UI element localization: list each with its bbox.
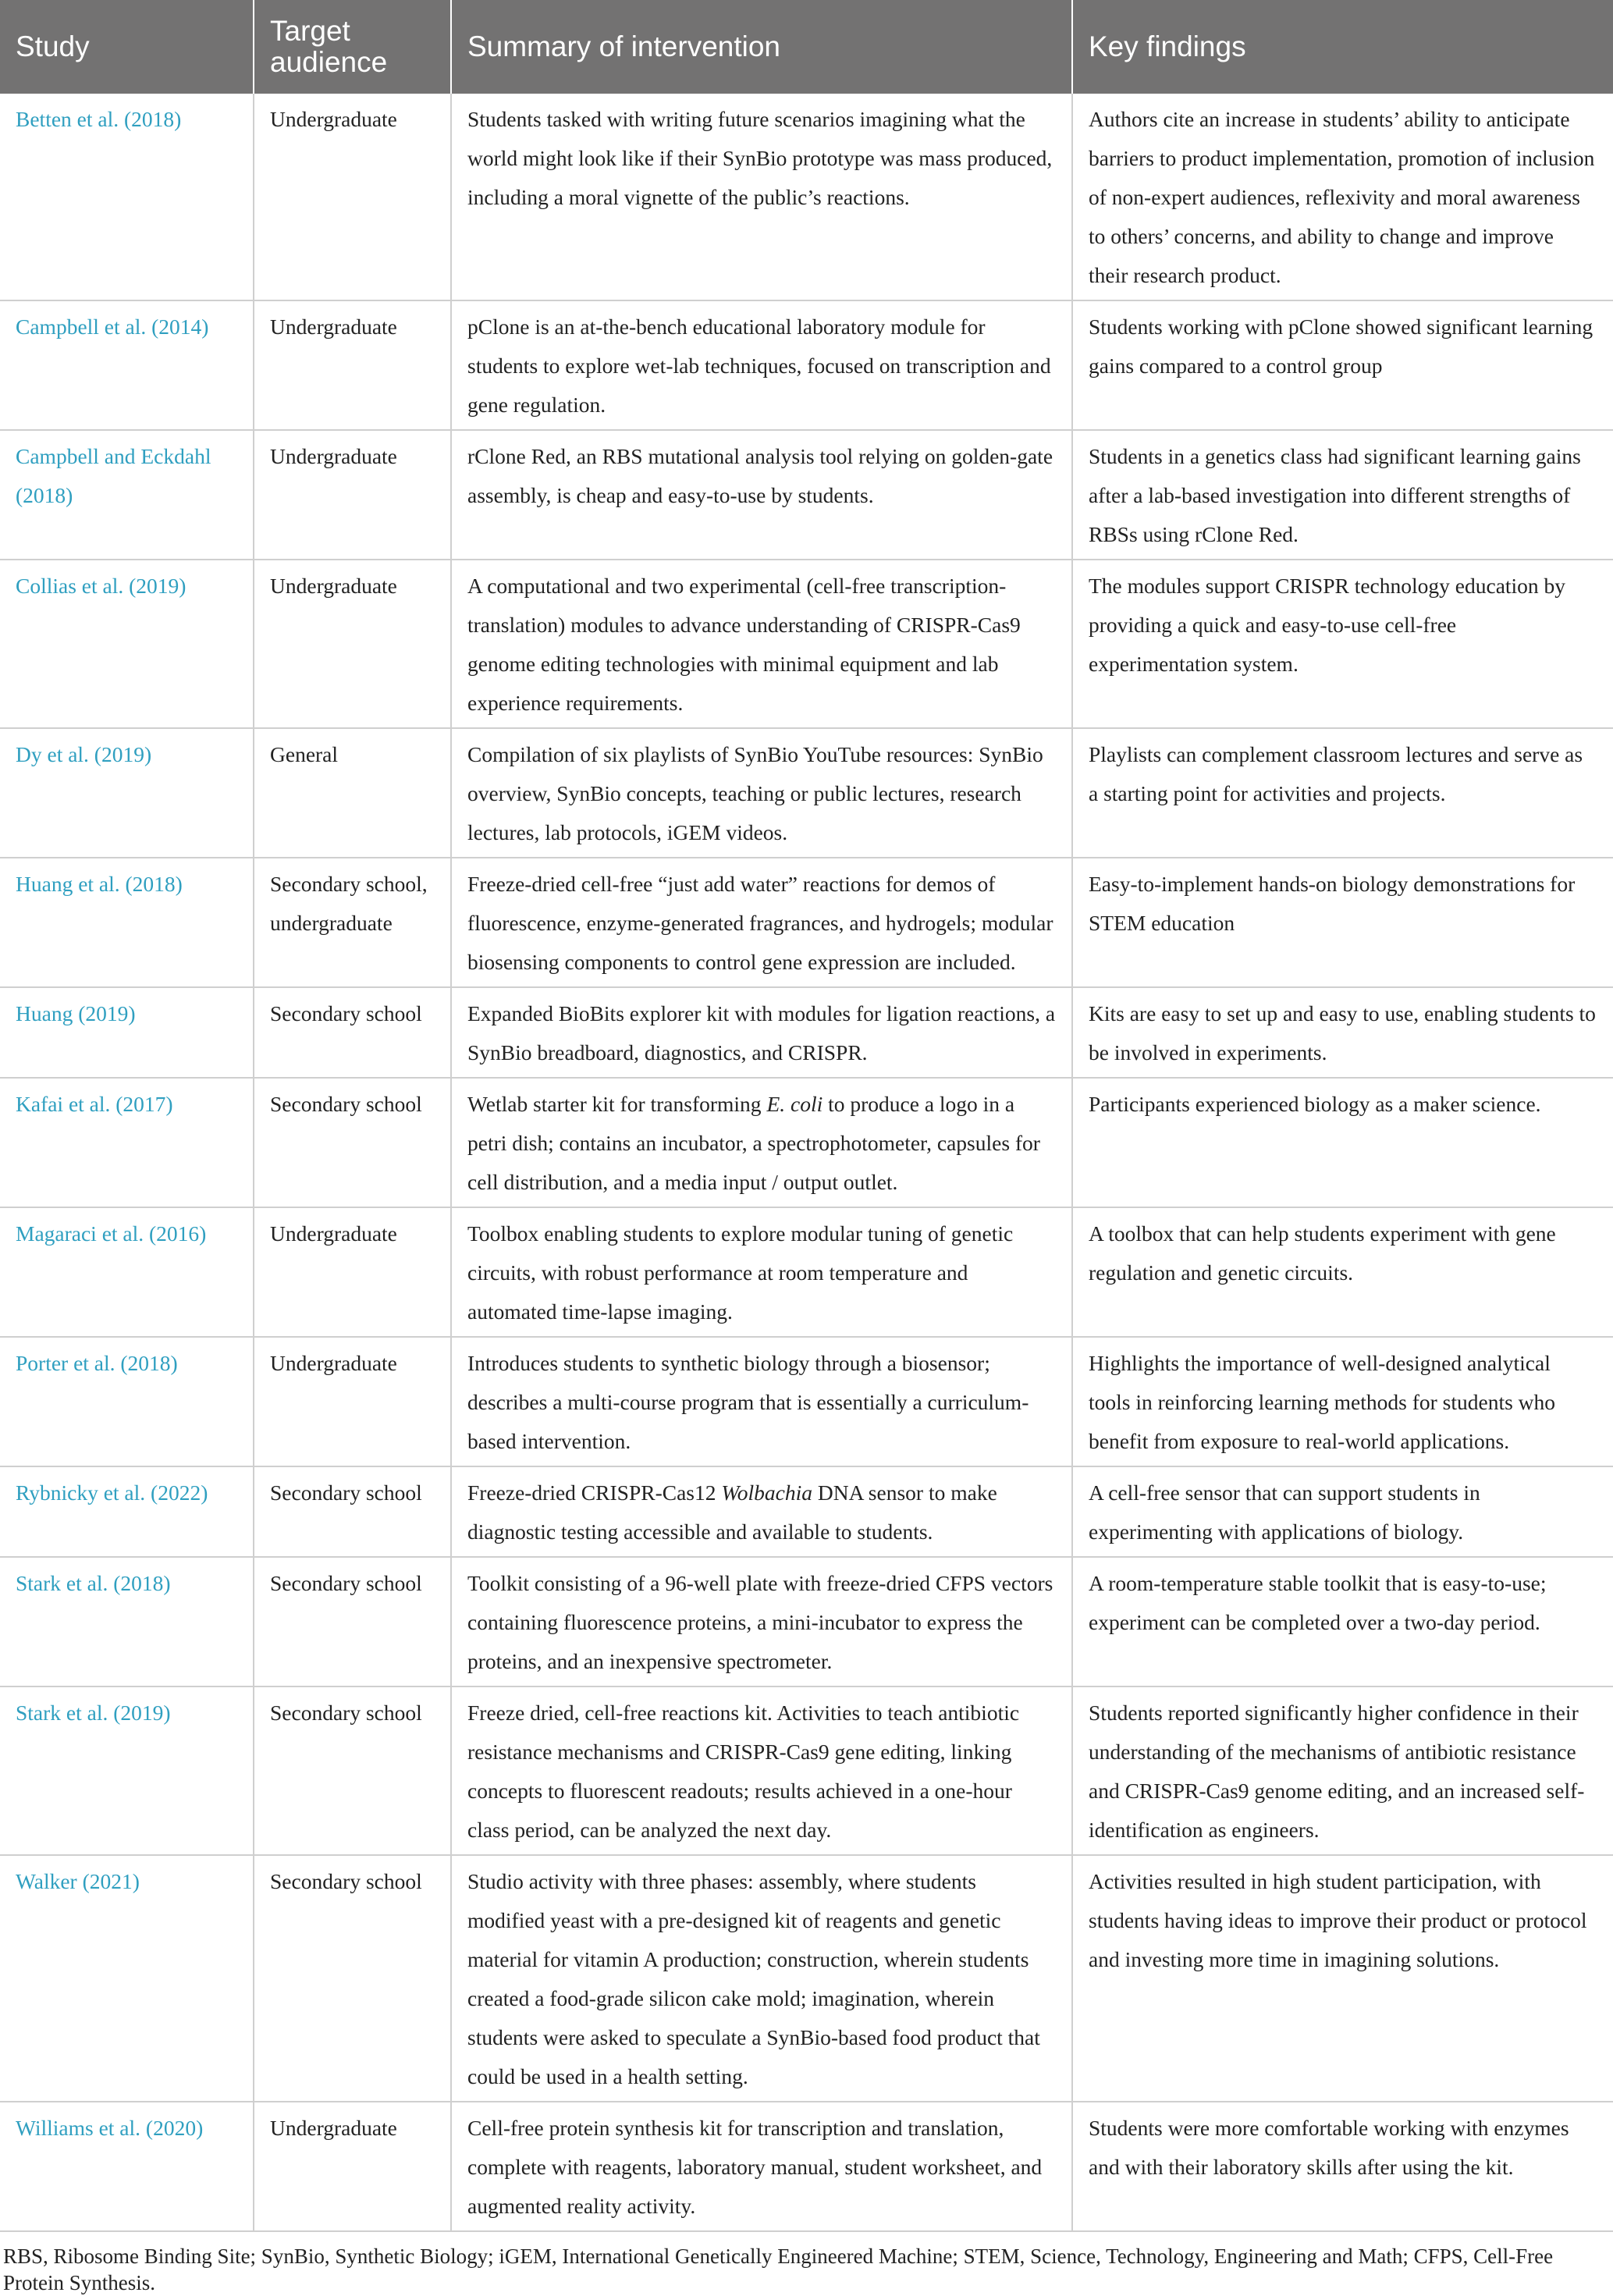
table-row (0, 858, 1613, 987)
audience-cell: Secondary school (254, 1078, 451, 1207)
table-row (0, 1337, 1613, 1466)
study-link[interactable]: Rybnicky et al. (2022) (0, 1466, 254, 1557)
summary-cell: pClone is an at-the-bench educational laboratory module for students to explore wet-lab techniques, focused on transcription and gene regulation. (451, 300, 1072, 430)
audience-cell: Secondary school (254, 987, 451, 1078)
header-study: Study (0, 0, 254, 94)
audience-cell: Undergraduate (254, 1207, 451, 1337)
findings-cell: Playlists can complement classroom lectures and serve as a starting point for activities and projects. (1072, 728, 1613, 858)
audience-cell: Undergraduate (254, 1337, 451, 1466)
header-key-findings: Key findings (1072, 0, 1613, 94)
table-row (0, 300, 1613, 430)
header-row (0, 0, 1613, 94)
header-summary: Summary of intervention (451, 0, 1072, 94)
findings-cell: Participants experienced biology as a maker science. (1072, 1078, 1613, 1207)
table-row (0, 987, 1613, 1078)
table-row (0, 430, 1613, 560)
table-row (0, 94, 1613, 300)
findings-cell: Students working with pClone showed significant learning gains compared to a control group (1072, 300, 1613, 430)
audience-cell: Secondary school (254, 1466, 451, 1557)
table-body (0, 94, 1613, 2231)
summary-text: DNA sensor to make diagnostic testing accessible and available to students. (467, 1480, 997, 1544)
findings-cell: A cell-free sensor that can support students in experimenting with applications of biology. (1072, 1466, 1613, 1557)
audience-cell: General (254, 728, 451, 858)
study-link[interactable]: Magaraci et al. (2016) (0, 1207, 254, 1337)
findings-cell: The modules support CRISPR technology education by providing a quick and easy-to-use cell-free experimentation system. (1072, 560, 1613, 728)
summary-text: Freeze-dried CRISPR-Cas12 (467, 1480, 722, 1505)
audience-cell: Secondary school (254, 1686, 451, 1855)
study-link[interactable]: Stark et al. (2019) (0, 1686, 254, 1855)
findings-cell: Students were more comfortable working with enzymes and with their laboratory skills after using the kit. (1072, 2102, 1613, 2231)
audience-cell: Undergraduate (254, 94, 451, 300)
study-link[interactable]: Dy et al. (2019) (0, 728, 254, 858)
study-link[interactable]: Walker (2021) (0, 1855, 254, 2102)
header-target-audience: Target audience (254, 0, 451, 94)
summary-cell: Introduces students to synthetic biology through a biosensor; describes a multi-course program that is essentially a curriculum-based intervention. (451, 1337, 1072, 1466)
table-row (0, 728, 1613, 858)
study-link[interactable]: Kafai et al. (2017) (0, 1078, 254, 1207)
summary-text: to produce a logo in a petri dish; contains an incubator, a spectrophotometer, capsules for cell distribution, and a media input / output outlet. (467, 1092, 1040, 1194)
study-link[interactable]: Porter et al. (2018) (0, 1337, 254, 1466)
summary-cell: Freeze dried, cell-free reactions kit. Activities to teach antibiotic resistance mechanisms and CRISPR-Cas9 gene editing, linking concepts to fluorescent readouts; results achieved in a one-hour class period, can be analyzed the next day. (451, 1686, 1072, 1855)
findings-cell: A room-temperature stable toolkit that is easy-to-use; experiment can be completed over a two-day period. (1072, 1557, 1613, 1686)
table-row (0, 1078, 1613, 1207)
audience-cell: Secondary school (254, 1557, 451, 1686)
study-link[interactable]: Campbell et al. (2014) (0, 300, 254, 430)
table-header (0, 0, 1613, 94)
audience-cell: Secondary school (254, 1855, 451, 2102)
table-row (0, 1855, 1613, 2102)
study-link[interactable]: Huang et al. (2018) (0, 858, 254, 987)
audience-cell: Undergraduate (254, 300, 451, 430)
summary-cell: Compilation of six playlists of SynBio YouTube resources: SynBio overview, SynBio concepts, teaching or public lectures, research lectures, lab protocols, iGEM videos. (451, 728, 1072, 858)
study-link[interactable]: Huang (2019) (0, 987, 254, 1078)
summary-cell (451, 1078, 1072, 1207)
organism-name: Wolbachia (721, 1480, 812, 1505)
audience-cell: Secondary school, undergraduate (254, 858, 451, 987)
table-row (0, 1557, 1613, 1686)
summary-cell (451, 1466, 1072, 1557)
findings-cell: Students reported significantly higher confidence in their understanding of the mechanisms of antibiotic resistance and CRISPR-Cas9 genome editing, and an increased self-identification as engineers. (1072, 1686, 1613, 1855)
findings-cell: A toolbox that can help students experiment with gene regulation and genetic circuits. (1072, 1207, 1613, 1337)
table-row (0, 1686, 1613, 1855)
findings-cell: Kits are easy to set up and easy to use, enabling students to be involved in experiments. (1072, 987, 1613, 1078)
summary-cell: Cell-free protein synthesis kit for transcription and translation, complete with reagents, laboratory manual, student worksheet, and augmented reality activity. (451, 2102, 1072, 2231)
findings-cell: Authors cite an increase in students’ ability to anticipate barriers to product implementation, promotion of inclusion of non-expert audiences, reflexivity and moral awareness to others’ concerns, and ability to change and improve their research product. (1072, 94, 1613, 300)
study-link[interactable]: Williams et al. (2020) (0, 2102, 254, 2231)
table-footnote: RBS, Ribosome Binding Site; SynBio, Synthetic Biology; iGEM, International Genetically Engineered Machine; STEM, Science, Technology, Engineering and Math; CFPS, Cell-Free Protein Synthesis. (3, 2244, 1554, 2294)
summary-cell: Toolkit consisting of a 96-well plate with freeze-dried CFPS vectors containing fluorescence proteins, a mini-incubator to express the proteins, and an inexpensive spectrometer. (451, 1557, 1072, 1686)
findings-cell: Students in a genetics class had significant learning gains after a lab-based investigation into different strengths of RBSs using rClone Red. (1072, 430, 1613, 560)
summary-cell: Students tasked with writing future scenarios imagining what the world might look like if their SynBio prototype was mass produced, including a moral vignette of the public’s reactions. (451, 94, 1072, 300)
table-row (0, 560, 1613, 728)
audience-cell: Undergraduate (254, 2102, 451, 2231)
summary-cell: A computational and two experimental (cell-free transcription-translation) modules to advance understanding of CRISPR-Cas9 genome editing technologies with minimal equipment and lab experience requirements. (451, 560, 1072, 728)
table-row (0, 2102, 1613, 2231)
table-row (0, 1466, 1613, 1557)
summary-cell: Studio activity with three phases: assembly, where students modified yeast with a pre-designed kit of reagents and genetic material for vitamin A production; construction, wherein students created a food-grade silicon cake mold; imagination, wherein students were asked to speculate a SynBio-based food product that could be used in a health setting. (451, 1855, 1072, 2102)
audience-cell: Undergraduate (254, 560, 451, 728)
study-link[interactable]: Betten et al. (2018) (0, 94, 254, 300)
study-link[interactable]: Campbell and Eckdahl (2018) (0, 430, 254, 560)
summary-cell: Expanded BioBits explorer kit with modules for ligation reactions, a SynBio breadboard, diagnostics, and CRISPR. (451, 987, 1072, 1078)
summary-cell: Toolbox enabling students to explore modular tuning of genetic circuits, with robust performance at room temperature and automated time-lapse imaging. (451, 1207, 1072, 1337)
study-link[interactable]: Collias et al. (2019) (0, 560, 254, 728)
audience-cell: Undergraduate (254, 430, 451, 560)
summary-text: Wetlab starter kit for transforming (467, 1092, 767, 1116)
summary-cell: Freeze-dried cell-free “just add water” reactions for demos of fluorescence, enzyme-generated fragrances, and hydrogels; modular biosensing components to control gene expression are included. (451, 858, 1072, 987)
study-link[interactable]: Stark et al. (2018) (0, 1557, 254, 1686)
findings-cell: Highlights the importance of well-designed analytical tools in reinforcing learning methods for students who benefit from exposure to real-world applications. (1072, 1337, 1613, 1466)
findings-cell: Easy-to-implement hands-on biology demonstrations for STEM education (1072, 858, 1613, 987)
findings-cell: Activities resulted in high student participation, with students having ideas to improve their product or protocol and investing more time in imagining solutions. (1072, 1855, 1613, 2102)
table-row (0, 1207, 1613, 1337)
organism-name: E. coli (766, 1092, 823, 1116)
summary-cell: rClone Red, an RBS mutational analysis tool relying on golden-gate assembly, is cheap and easy-to-use by students. (451, 430, 1072, 560)
